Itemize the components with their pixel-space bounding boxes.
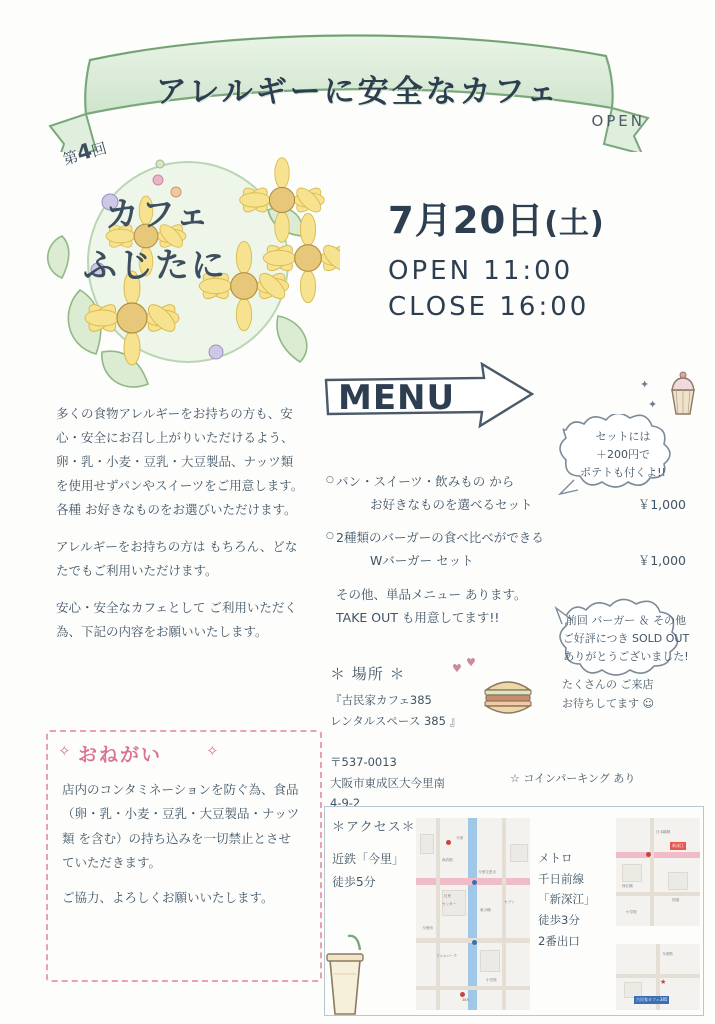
intro-paragraph-1: 多くの食物アレルギーをお持ちの方も、安心・安全にお召し上がりいただけるよう、卵・乳・小麦・豆乳・大豆製品、ナッツ類 を使用せずパンやスイーツをご用意します。各種 お好きなものをお選びいただけます。 [56,406,304,517]
map-label: フエルパーク [436,954,458,958]
bubble-line: ご好評につき SOLD OUT [562,632,690,646]
burger-icon [480,672,536,724]
cafe-name-line2: ふじたに [83,246,227,286]
event-day-of-week: (土) [544,206,605,241]
address-line1: 大阪市東成区大今里南 [330,775,445,790]
bubble-line: ポテトも付くよ!! [580,466,666,480]
menu-item-line1: 2種類のバーガーの食べ比べができる [336,530,544,546]
map-block [480,950,500,972]
cafe-name-line1: カフェ [105,195,212,235]
sparkle-right-icon: ✧ [206,742,219,760]
map-pin [446,840,451,845]
menu-note-line2: TAKE OUT も用意してます!! [336,610,500,626]
map-road [616,892,700,896]
map-label: 国道 [672,898,680,902]
venue-line2: レンタルスペース 385 』 [330,714,462,729]
intro-paragraph-2: アレルギーをお持ちの方は もちろん、どなたでもご利用いただけます。 [56,539,298,578]
map-block [420,834,434,854]
menu-item-price: ￥1,000 [637,497,686,513]
route2-line2: 千日前線 [538,871,584,886]
menu-item-line2-text: お好きなものを選べるセット [370,497,533,513]
map-label: 385 [462,998,469,1002]
bullet-icon: ○ [326,475,334,485]
event-date-block [388,190,688,322]
menu-item-price: ￥1,000 [637,553,686,569]
map-label: 商店街 [442,858,453,862]
intro-paragraph-3: 安心・安全なカフェとして ご利用いただく為、下記の内容をお願いいたします。 [56,600,297,639]
bubble-line: ありがとうございました! [563,650,689,664]
bullet-icon: ○ [326,531,334,542]
banner-open-label: OPEN [591,112,645,130]
map-block [668,872,688,890]
sparkle-icon: ♥ [452,662,462,675]
map-imazato[interactable] [416,818,530,1010]
map-cafe-tag: 古民家カフェ385 [636,997,668,1002]
map-block [510,844,528,862]
map-label: 東小橋 [480,908,491,912]
map-pin [472,940,477,945]
place-heading: ＊ 場所 ＊ [330,665,406,683]
access-heading: ＊アクセス＊ [332,820,416,835]
request-body [62,778,302,920]
map-label: 今里交差点 [478,870,496,874]
request-paragraph-1: 店内のコンタミネーションを防ぐ為、食品（卵・乳・小麦・豆乳・大豆製品・ナッツ類 を含む）の持ち込みを一切禁止とさせていただきます。 [62,782,300,871]
edition-prefix: 第 [60,147,81,169]
sparkle-icon: ✦ [648,398,658,411]
route2-line4: 徒歩3分 [538,913,580,928]
map-label: 小学校 [486,978,497,982]
map-pin [472,880,477,885]
route2-line5: 2番出口 [538,933,580,948]
map-label: センター [442,902,457,906]
map-label: 小学校 [626,910,637,914]
map-pin [460,992,465,997]
map-label: 今里 [456,836,464,840]
set-option-bubble [548,414,698,502]
request-title: おねがい [78,744,163,766]
event-date: 7月20日 [388,199,545,242]
map-label: 区民 [444,894,452,898]
route1-line2: 徒歩5分 [332,874,376,889]
page-title: アレルギーに安全なカフェ [155,74,561,110]
sparkle-icon: ✦ [640,378,650,391]
set-option-bubble-text [548,414,698,482]
event-open-time: OPEN 11:00 [388,256,574,286]
map-label: 日本橋筋 [656,830,671,834]
bubble-line: セットには [595,430,651,443]
drink-cup-icon [318,930,372,1022]
sold-out-thanks-bubble-text [548,598,704,666]
cafe-name [83,190,325,292]
welcome-line2: お待ちしてます ☺ [562,696,654,710]
map-label: 今里筋 [662,952,673,956]
postal-code: 〒537-0013 [330,755,397,769]
intro-text [56,402,308,657]
sparkle-left-icon: ✧ [58,742,71,760]
map-station-tag: 新深江 [672,843,684,848]
address-line2: 4-9-2 [330,796,361,811]
cupcake-icon [662,368,704,422]
venue-line1: 『古民家カフェ385 [330,693,432,707]
event-close-time: CLOSE 16:00 [388,292,590,322]
bubble-line: ＋200円で [596,448,650,462]
menu-item [326,526,686,572]
map-label: 今里西 [422,926,433,930]
welcome-line1: たくさんの ご来店 [562,678,654,691]
map-star-icon: ★ [660,978,667,986]
event-date-row [388,190,688,244]
map-road [416,986,530,990]
route1-line1: 近鉄「今里」 [332,852,405,866]
access-route-2 [538,848,618,951]
map-main-road [616,852,700,858]
sparkle-icon: ♥ [466,656,476,669]
welcome-note [562,676,702,713]
map-road [436,818,440,1010]
menu-item-line2 [370,549,686,572]
map-label: 深江橋 [622,884,633,888]
menu-note-line1: その他、単品メニュー あります。 [336,586,527,602]
access-route-1 [332,848,418,894]
banner-ribbon [38,22,658,137]
bubble-line: 前回 バーガー ＆ その他 [565,614,687,627]
edition-suffix: 回 [89,139,109,161]
menu-item-line2-text: Wバーガー セット [370,553,474,569]
parking-note: ☆ コインパーキング あり [510,772,636,785]
edition-number: 4 [73,138,95,166]
map-block [622,864,642,882]
map-cafe-detail[interactable] [616,944,700,1010]
menu-heading: MENU [338,378,456,418]
menu-item-line1: パン・スイーツ・飲みもの から [336,474,515,489]
request-paragraph-2: ご協力、よろしくお願いいたします。 [62,889,274,905]
map-label: セブン [504,900,515,904]
map-railway [468,818,477,1010]
map-pin [646,852,651,857]
map-shinfukae[interactable] [616,818,700,926]
route2-line1: メトロ [538,851,573,865]
route2-line3: 「新深江」 [538,892,596,907]
map-road [502,818,506,1010]
map-road [650,818,654,926]
